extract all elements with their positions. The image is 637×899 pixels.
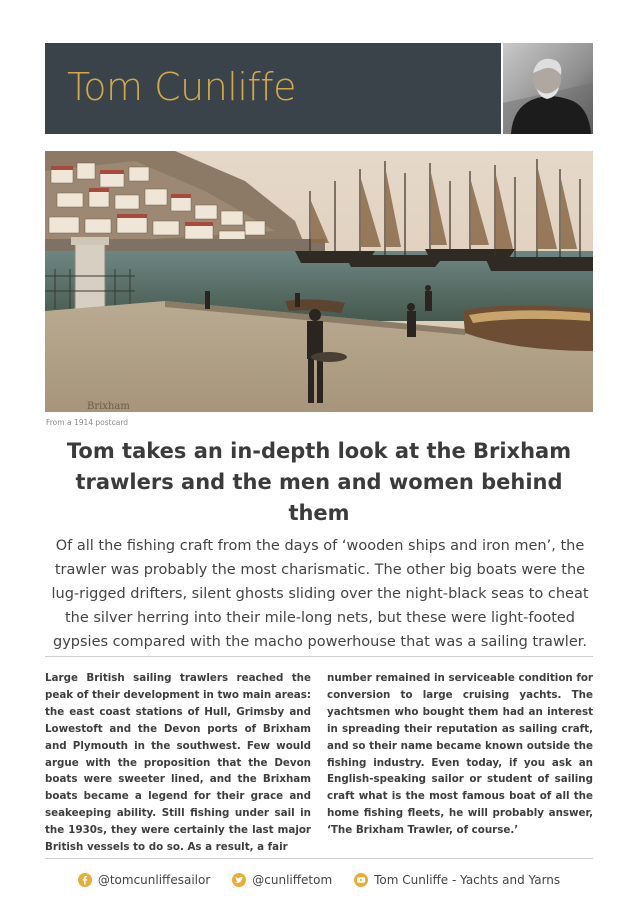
brixham-harbour-image	[45, 151, 593, 412]
article-headline: Tom takes an in-depth look at the Brixham trawlers and the men and women behind them	[66, 439, 572, 525]
divider-top	[45, 656, 593, 657]
twitter-handle: @cunliffetom	[252, 873, 333, 887]
divider-bottom	[45, 858, 593, 859]
facebook-icon	[78, 873, 92, 887]
author-name: Tom Cunliffe	[67, 65, 297, 109]
article-intro: Of all the fishing craft from the days of ‘wooden ships and iron men’, the trawler was probably the most charismatic. The other big boats were the lug-rigged drifters, silent ghosts sliding over the night-black seas to cheat the silver herring into their mile-long nets, but these were light-footed gypsies compared with the macho powerhouse that was a sailing trawler.	[51, 538, 589, 650]
portrait-image	[503, 43, 593, 134]
youtube-link[interactable]	[354, 873, 560, 887]
facebook-link[interactable]	[78, 873, 210, 887]
photo-caption: From a 1914 postcard	[46, 418, 129, 427]
twitter-link[interactable]	[232, 873, 332, 887]
harbour-photo	[45, 151, 593, 412]
photo-inscription: Brixham	[87, 401, 130, 412]
body-column-1: Large British sailing trawlers reached the peak of their development in two main areas: the east coast stations of Hull, Grimsby and Lowestoft and the Devon ports of Brixham and Plymouth in the southwest. Few would argue with the proposition that the Devon boats were sweeter lined, and the Brixham boats became a legend for their grace and seakeeping ability. Still fishing under sail in the 1930s, they were certainly the last major British vessels to do so. As a result, a fair	[45, 672, 311, 854]
facebook-handle: @tomcunliffesailor	[97, 873, 211, 887]
youtube-channel: Tom Cunliffe - Yachts and Yarns	[374, 873, 561, 887]
social-footer	[45, 870, 593, 890]
youtube-icon	[354, 873, 368, 887]
body-column-2: number remained in serviceable condition for conversion to large cruising yachts. The yachtsmen who bought them had an interest in spreading their reputation as sailing craft, and so their name became known outside the fishing industry. Even today, if you ask an English-speaking sailor or student of sailing craft what is the most famous boat of all the home fishing fleets, he will probably answer, ‘The Brixham Trawler, of course.’	[327, 672, 593, 837]
twitter-icon	[232, 873, 246, 887]
header-banner	[45, 43, 501, 134]
author-portrait	[503, 43, 593, 134]
